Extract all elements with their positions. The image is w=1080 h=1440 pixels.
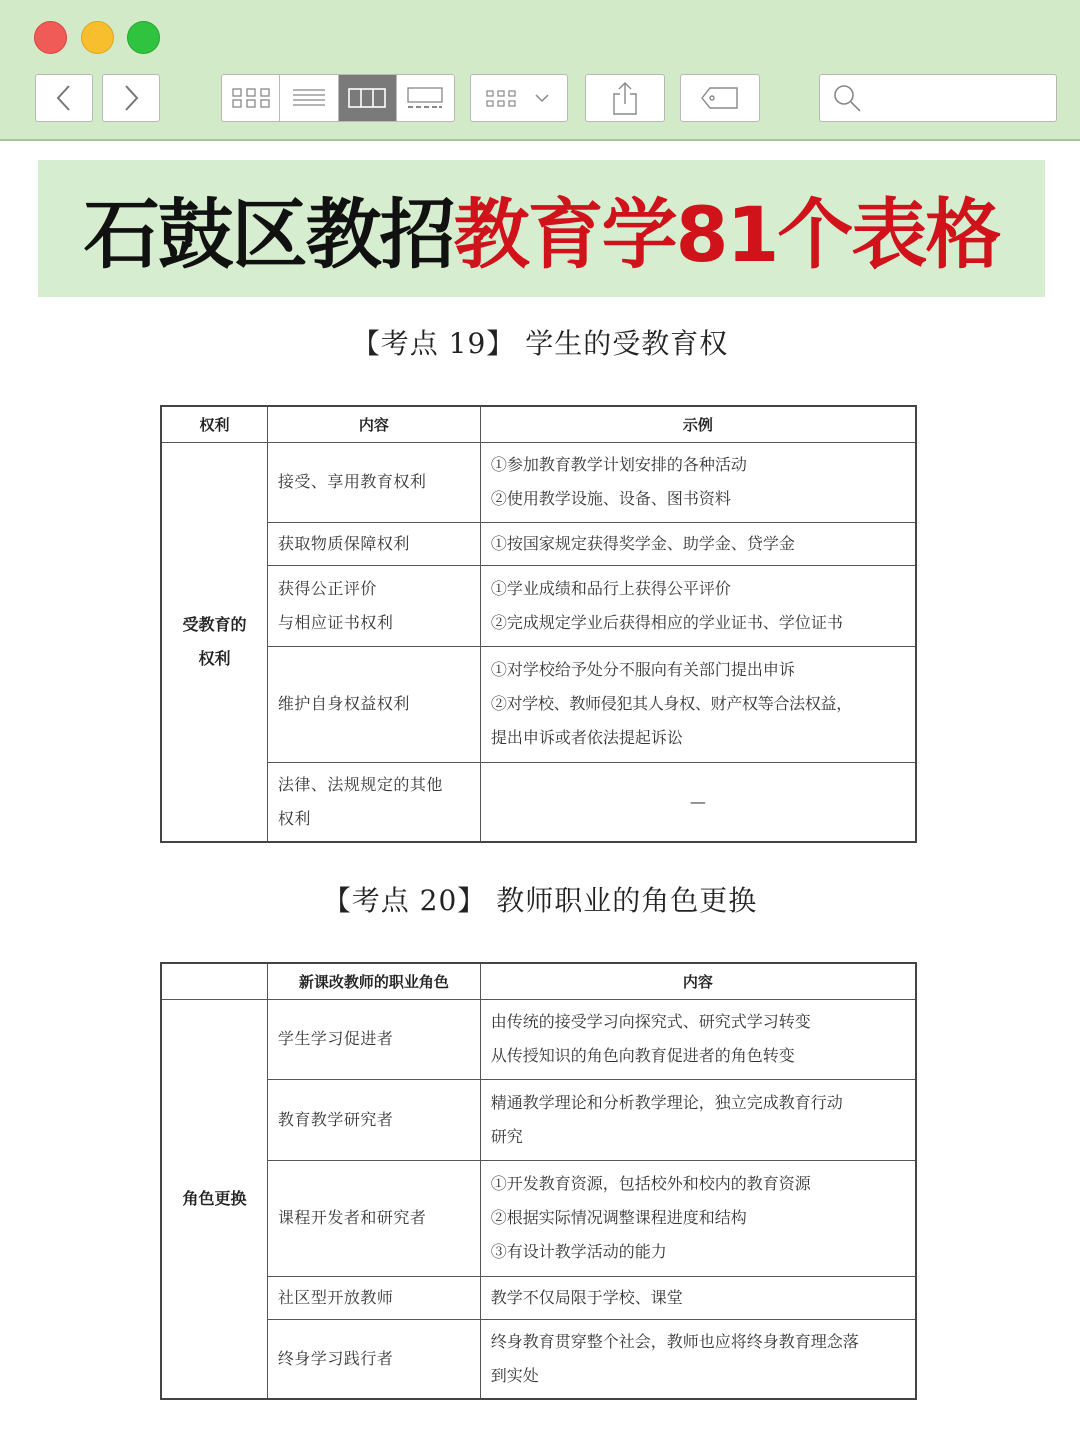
tag-button[interactable] [680,74,760,122]
table-row [161,565,916,646]
share-icon [610,80,640,116]
content-cell [480,1319,916,1399]
role-cell: 课程开发者和研究者 [267,1160,480,1276]
category-cell [161,442,267,842]
example-line: ①按国家规定获得奖学金、助学金、贷学金 [490,533,795,553]
zoom-window-button[interactable] [127,21,160,54]
list-view-button[interactable] [280,75,338,121]
back-button[interactable] [35,74,93,122]
table-row [161,1276,916,1319]
table-header-row [161,963,916,999]
title-red-part: 教育学81个表格 [453,190,1000,279]
group-by-button[interactable] [470,74,568,122]
table-header-row [161,406,916,442]
content-cell [267,762,480,842]
table-row [161,646,916,762]
list-view-icon [292,87,326,109]
table-row [161,999,916,1079]
table-row [161,442,916,522]
content-line: 终身教育贯穿整个社会，教师也应将终身教育理念落 [490,1331,859,1351]
table-row [161,762,916,842]
column-view-icon [347,86,387,110]
teacher-roles-table [160,962,917,1400]
content-text: 维护自身权益权利 [277,694,410,713]
content-cell [267,646,480,762]
role-cell: 社区型开放教师 [267,1276,480,1319]
close-window-button[interactable] [34,21,67,54]
back-icon [54,83,74,113]
content-cell [480,999,916,1079]
content-cell [480,1276,916,1319]
example-line: ①参加教育教学计划安排的各种活动 [490,455,747,474]
example-cell [480,646,916,762]
share-button[interactable] [585,74,665,122]
content-text: 获取物质保障权利 [277,533,410,553]
table-row [161,522,916,565]
header-cell-examples: 示例 [480,406,916,442]
content-line: 由传统的接受学习向探究式、研究式学习转变 [490,1012,811,1031]
content-line: 研究 [490,1126,523,1146]
example-cell [480,522,916,565]
content-line: 从传授知识的角色向教育促进者的角色转变 [490,1046,795,1065]
search-icon [832,83,862,113]
role-cell: 终身学习践行者 [267,1319,480,1399]
content-text: 法律、法规规定的其他 [277,774,443,794]
gallery-view-icon [405,86,445,110]
forward-icon [121,83,141,113]
example-line: ②对学校、教师侵犯其人身权、财产权等合法权益， [490,694,852,713]
grid-view-button[interactable] [222,75,280,121]
page-title [84,174,1000,283]
content-line: 教学不仅局限于学校、课堂 [490,1287,683,1307]
window-toolbar [0,0,1080,141]
example-line: — [689,791,706,811]
tag-icon [699,84,741,112]
column-view-button[interactable] [339,75,397,121]
category-cell: 角色更换 [161,999,267,1399]
content-line: ①开发教育资源，包括校外和校内的教育资源 [490,1174,811,1193]
title-black-part: 石鼓区教招 [83,190,454,279]
group-icon [484,86,554,110]
header-cell-content: 内容 [480,963,916,999]
chevron-down-icon [536,95,548,101]
content-cell [480,1160,916,1276]
student-rights-table [160,405,917,843]
section2-heading: 【考点 20】 教师职业的角色更换 [322,884,758,917]
content-cell [267,522,480,565]
header-cell-empty [161,963,267,999]
gallery-view-button[interactable] [397,75,454,121]
table-row [161,1319,916,1399]
header-cell-rights: 权利 [161,406,267,442]
forward-button[interactable] [102,74,160,122]
category-line: 受教育的 [182,614,247,634]
role-cell: 学生学习促进者 [267,999,480,1079]
title-banner [38,160,1045,297]
example-line: ①对学校给予处分不服向有关部门提出申诉 [490,660,795,679]
content-line: ③有设计教学活动的能力 [490,1242,667,1261]
example-line: ②完成规定学业后获得相应的学业证书、学位证书 [490,612,843,632]
view-mode-segmented-control [221,74,455,122]
content-text: 权利 [277,808,311,828]
grid-view-icon [231,86,271,110]
content-cell [267,565,480,646]
table-row [161,1160,916,1276]
table-row [161,1079,916,1160]
content-line: 到实处 [490,1365,539,1385]
content-line: ②根据实际情况调整课程进度和结构 [490,1208,747,1227]
category-line: 权利 [198,648,231,668]
content-text: 与相应证书权利 [277,612,394,632]
search-field[interactable] [819,74,1057,122]
content-cell [267,442,480,522]
example-cell [480,442,916,522]
minimize-window-button[interactable] [81,21,114,54]
section1-heading: 【考点 19】 学生的受教育权 [351,327,729,360]
header-cell-role: 新课改教师的职业角色 [267,963,480,999]
example-cell [480,565,916,646]
content-line: 精通教学理论和分析教学理论，独立完成教育行动 [490,1092,843,1112]
example-line: 提出申诉或者依法提起诉讼 [490,728,683,747]
example-cell [480,762,916,842]
content-text: 接受、享用教育权利 [277,472,427,491]
example-line: ①学业成绩和品行上获得公平评价 [490,578,731,598]
header-cell-content: 内容 [267,406,480,442]
content-cell [480,1079,916,1160]
role-cell: 教育教学研究者 [267,1079,480,1160]
content-text: 获得公正评价 [277,578,377,598]
example-line: ②使用教学设施、设备、图书资料 [490,489,731,508]
